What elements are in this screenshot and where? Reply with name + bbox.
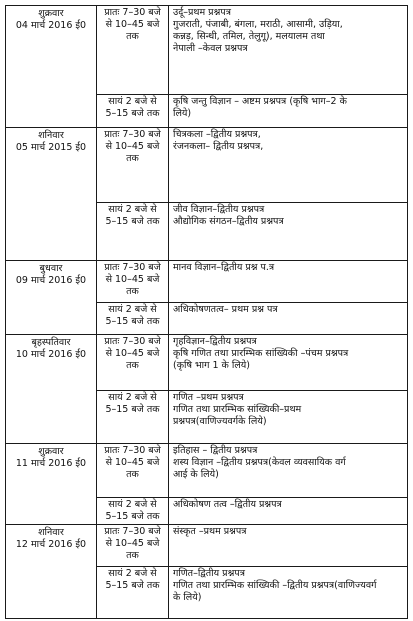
subject-line: गणित–द्वितीय प्रश्नपत्र — [173, 568, 245, 579]
session-time-line: प्रातः 7–30 बजे — [104, 129, 161, 140]
session-time-line: सायं 2 बजे से — [108, 96, 157, 107]
day-date-cell — [6, 261, 97, 335]
session-time-line: प्रातः 7–30 बजे — [104, 7, 161, 18]
session-time-line: सायं 2 बजे से — [108, 392, 157, 403]
subject-line: गृहविज्ञान–द्वितीय प्रश्नपत्र — [173, 336, 257, 347]
weekday: बृहस्पतिवार — [31, 337, 71, 348]
subjects-cell — [169, 128, 408, 203]
session-time-line: तक — [126, 286, 139, 297]
schedule-row — [6, 6, 408, 95]
subject-line: गुजराती, पंजाबी, बंगला, मराठी, आसामी, उड़िया, — [173, 19, 343, 30]
session-time-cell — [97, 95, 169, 128]
exam-date: 12 मार्च 2016 ई0 — [15, 539, 87, 550]
session-time-cell — [97, 261, 169, 303]
session-time-cell — [97, 203, 169, 261]
subjects-cell — [169, 261, 408, 303]
session-time-cell — [97, 498, 169, 525]
weekday: शुक्रवार — [38, 8, 64, 19]
subject-line: कृषि गणित तथा प्रारम्भिक सांख्यिकी –पंचम प्रश्नपत्र — [173, 348, 349, 359]
session-time-line: 5–15 बजे तक — [105, 216, 160, 227]
session-time-line: तक — [126, 550, 139, 561]
subject-line: रंजनकला– द्वितीय प्रश्नपत्र, — [173, 141, 264, 152]
session-time-line: 5–15 बजे तक — [105, 404, 160, 415]
subject-line: शस्य विज्ञान –द्वितीय प्रश्नपत्र(केवल व्यवसायिक वर्ग — [173, 457, 346, 468]
day-date-cell — [6, 128, 97, 261]
session-time-line: से 10–45 बजे — [105, 538, 160, 549]
session-time-line: 5–15 बजे तक — [105, 316, 160, 327]
session-time-line: प्रातः 7–30 बजे — [104, 526, 161, 537]
subject-line: गणित तथा प्रारम्भिक सांख्यिकी–प्रथम — [173, 404, 302, 415]
weekday: बुधवार — [39, 263, 63, 274]
subject-line: गणित –प्रथम प्रश्नपत्र — [173, 392, 244, 403]
weekday: शनिवार — [38, 527, 64, 538]
session-time-line: से 10–45 बजे — [105, 141, 160, 152]
subject-line: (कृषि भाग 1 के लिये) — [173, 360, 250, 371]
weekday: शुक्रवार — [38, 446, 64, 457]
subject-line: उर्दू–प्रथम प्रश्नपत्र — [173, 7, 231, 18]
exam-date: 11 मार्च 2016 ई0 — [15, 458, 87, 469]
session-time-line: सायं 2 बजे से — [108, 304, 157, 315]
subject-line: जीव विज्ञान–द्वितीय प्रश्नपत्र — [173, 204, 265, 215]
session-time-line: तक — [126, 469, 139, 480]
exam-date: 04 मार्च 2016 ई0 — [15, 20, 87, 31]
subjects-cell — [169, 95, 408, 128]
day-date-cell — [6, 525, 97, 619]
session-time-line: तक — [126, 31, 139, 42]
subject-line: कन्नड़, सिन्धी, तमिल, तेलुगू), मलयालम तथा — [173, 31, 325, 42]
subject-line: चित्रकला –द्वितीय प्रश्नपत्र, — [173, 129, 261, 140]
subject-line: प्रश्नपत्र(वाणिज्यवर्गके लिये) — [173, 416, 267, 427]
exam-date: 05 मार्च 2015 ई0 — [15, 142, 87, 153]
session-time-cell — [97, 525, 169, 567]
subject-line: संस्कृत –प्रथम प्रश्नपत्र — [173, 526, 247, 537]
subject-line: अधिकोषणतत्व– प्रथम प्रश्न पत्र — [173, 304, 278, 315]
exam-date: 10 मार्च 2016 ई0 — [15, 349, 87, 360]
subjects-cell — [169, 567, 408, 619]
subject-line: औद्योगिक संगठन–द्वितीय प्रश्नपत्र — [173, 216, 284, 227]
subjects-cell — [169, 444, 408, 498]
session-time-cell — [97, 444, 169, 498]
day-date-cell — [6, 444, 97, 525]
subjects-cell — [169, 6, 408, 95]
session-time-cell — [97, 6, 169, 95]
session-time-cell — [97, 335, 169, 391]
session-time-cell — [97, 303, 169, 335]
session-time-line: से 10–45 बजे — [105, 19, 160, 30]
session-time-line: सायं 2 बजे से — [108, 568, 157, 579]
session-time-line: से 10–45 बजे — [105, 348, 160, 359]
subject-line: अधिकोषण तत्व –द्वितीय प्रश्नपत्र — [173, 499, 282, 510]
schedule-row — [6, 525, 408, 567]
subjects-cell — [169, 498, 408, 525]
schedule-row — [6, 444, 408, 498]
exam-schedule-table — [5, 5, 408, 619]
session-time-line: प्रातः 7–30 बजे — [104, 262, 161, 273]
subjects-cell — [169, 391, 408, 444]
subject-line: आई के लिये) — [173, 469, 219, 480]
schedule-row — [6, 261, 408, 303]
session-time-line: से 10–45 बजे — [105, 457, 160, 468]
subjects-cell — [169, 203, 408, 261]
session-time-cell — [97, 567, 169, 619]
session-time-line: 5–15 बजे तक — [105, 580, 160, 591]
schedule-row — [6, 128, 408, 203]
weekday: शनिवार — [38, 130, 64, 141]
session-time-line: प्रातः 7–30 बजे — [104, 336, 161, 347]
session-time-cell — [97, 391, 169, 444]
subjects-cell — [169, 335, 408, 391]
schedule-body — [6, 6, 408, 619]
session-time-line: तक — [126, 360, 139, 371]
day-date-cell — [6, 6, 97, 128]
session-time-line: सायं 2 बजे से — [108, 499, 157, 510]
session-time-line: से 10–45 बजे — [105, 274, 160, 285]
subject-line: नेपाली –केवल प्रश्नपत्र — [173, 43, 248, 54]
subject-line: के लिये) — [173, 592, 202, 603]
exam-date: 09 मार्च 2016 ई0 — [15, 275, 87, 286]
schedule-row — [6, 335, 408, 391]
session-time-line: 5–15 बजे तक — [105, 108, 160, 119]
subjects-cell — [169, 525, 408, 567]
session-time-line: प्रातः 7–30 बजे — [104, 445, 161, 456]
subject-line: लिये) — [173, 108, 192, 119]
subject-line: मानव विज्ञान–द्वितीय प्रश्न प.त्र — [173, 262, 275, 273]
subject-line: गणित तथा प्रारम्भिक सांख्यिकी –द्वितीय प्रश्नपत्र(वाणिज्यवर्ग — [173, 580, 377, 591]
session-time-line: तक — [126, 153, 139, 164]
session-time-line: सायं 2 बजे से — [108, 204, 157, 215]
session-time-cell — [97, 128, 169, 203]
subject-line: इतिहास – द्वितीय प्रश्नपत्र — [173, 445, 258, 456]
day-date-cell — [6, 335, 97, 444]
subjects-cell — [169, 303, 408, 335]
subject-line: कृषि जन्तु विज्ञान – अष्टम प्रश्नपत्र (कृषि भाग–2 के — [173, 96, 347, 107]
session-time-line: 5–15 बजे तक — [105, 511, 160, 522]
